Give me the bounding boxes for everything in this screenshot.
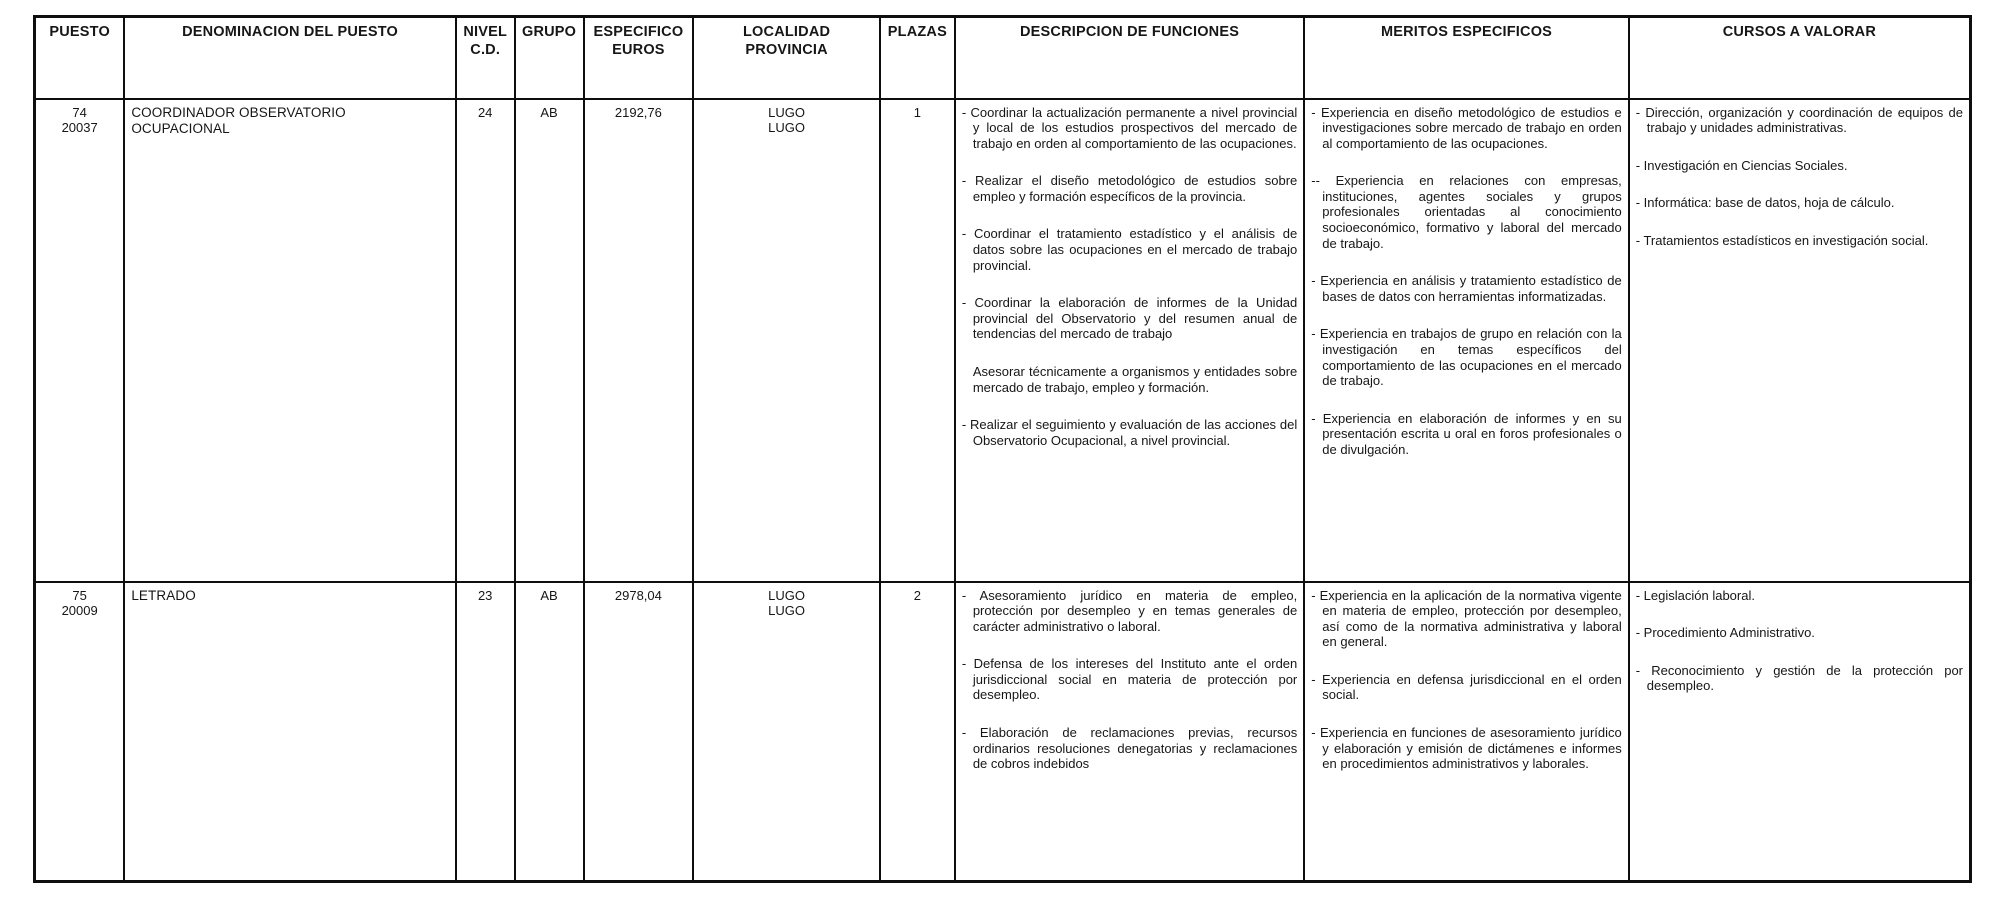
cell-especifico: 2978,04 — [584, 582, 694, 882]
col-header-nivel — [456, 17, 515, 99]
provincia-text: LUGO — [768, 603, 806, 619]
cell-puesto — [35, 582, 125, 882]
cursos-list — [1636, 105, 1963, 249]
puesto-code: 20037 — [61, 120, 98, 136]
col-header-puesto: PUESTO — [35, 17, 125, 99]
col-header-denominacion: DENOMINACION DEL PUESTO — [124, 17, 455, 99]
table-row-75 — [35, 582, 1971, 882]
bullet-item: - Experiencia en trabajos de grupo en relación con la investigación en temas específicos del comportamiento de las ocupaciones en el mercado de trabajo. — [1311, 326, 1622, 389]
col-header-nivel-line1: NIVEL — [463, 24, 508, 40]
localidad-text: LUGO — [768, 104, 806, 120]
cell-nivel: 23 — [456, 582, 515, 882]
bullet-item: - Realizar el diseño metodológico de estudios sobre empleo y formación específicos de la provincia. — [961, 173, 1298, 204]
bullet-item: - Informática: base de datos, hoja de cálculo. — [1635, 195, 1895, 211]
cell-cursos — [1629, 99, 1971, 582]
cell-especifico: 2192,76 — [584, 99, 694, 582]
bullet-item: - Investigación en Ciencias Sociales. — [1635, 157, 1848, 173]
bullet-item: - Coordinar la elaboración de informes de la Unidad provincial del Observatorio y del resumen anual de tendencias del mercado de trabajo — [961, 295, 1298, 342]
header-row — [35, 17, 1971, 99]
col-header-localidad-line1: LOCALIDAD — [743, 24, 831, 40]
col-header-nivel-line2: C.D. — [470, 42, 501, 59]
col-header-grupo: GRUPO — [515, 17, 584, 99]
meritos-list — [1311, 105, 1621, 458]
funciones-list — [962, 588, 1297, 772]
bullet-item: - Realizar el seguimiento y evaluación de las acciones del Observatorio Ocupacional, a nivel provincial. — [961, 417, 1298, 448]
bullet-item: - Dirección, organización y coordinación de equipos de trabajo y unidades administrativas. — [1635, 104, 1963, 136]
bullet-item: - Coordinar el tratamiento estadístico y el análisis de datos sobre las ocupaciones en el mercado de trabajo provincial. — [961, 226, 1298, 273]
cell-funciones — [955, 99, 1304, 582]
cell-meritos — [1304, 99, 1628, 582]
puesto-code: 20009 — [61, 603, 98, 619]
meritos-list — [1311, 588, 1621, 772]
cell-plazas: 1 — [880, 99, 955, 582]
bullet-item: - Asesoramiento jurídico en materia de empleo, protección por desempleo y en temas generales de carácter administrativo o laboral. — [961, 587, 1298, 634]
bullet-item: - Elaboración de reclamaciones previas, recursos ordinarios resoluciones denegatorias y reclamaciones de cobros indebidos — [961, 725, 1298, 772]
bullet-item: - Experiencia en análisis y tratamiento estadístico de bases de datos con herramientas informatizadas. — [1311, 273, 1622, 304]
cursos-list — [1636, 588, 1963, 694]
puesto-number: 74 — [72, 104, 87, 120]
bullet-item: - Reconocimiento y gestión de la protección por desempleo. — [1635, 662, 1963, 694]
cell-localidad — [693, 582, 880, 882]
denominacion-text: LETRADO — [131, 587, 196, 603]
col-header-localidad — [693, 17, 880, 99]
cell-meritos — [1304, 582, 1628, 882]
col-header-especifico-line2: EUROS — [612, 42, 665, 59]
bullet-item: Asesorar técnicamente a organismos y entidades sobre mercado de trabajo, empleo y formación. — [972, 364, 1298, 395]
col-header-plazas: PLAZAS — [880, 17, 955, 99]
bullet-item: - Legislación laboral. — [1635, 587, 1755, 603]
job-postings-table — [33, 15, 1972, 883]
cell-grupo: AB — [515, 582, 584, 882]
col-header-funciones: DESCRIPCION DE FUNCIONES — [955, 17, 1304, 99]
cell-puesto — [35, 99, 125, 582]
bullet-item: - Tratamientos estadísticos en investigación social. — [1635, 232, 1929, 248]
denominacion-text: COORDINADOR OBSERVATORIO OCUPACIONAL — [131, 104, 346, 136]
col-header-cursos: CURSOS A VALORAR — [1629, 17, 1971, 99]
col-header-meritos: MERITOS ESPECIFICOS — [1304, 17, 1628, 99]
table-row-74 — [35, 99, 1971, 582]
col-header-especifico-line1: ESPECIFICO — [593, 24, 684, 40]
bullet-item: - Experiencia en funciones de asesoramiento jurídico y elaboración y emisión de dictámenes e informes en procedimientos administrativos y laborales. — [1311, 725, 1622, 772]
funciones-list — [962, 105, 1297, 449]
cell-nivel: 24 — [456, 99, 515, 582]
provincia-text: LUGO — [768, 120, 806, 136]
bullet-item: - Experiencia en elaboración de informes y en su presentación escrita u oral en foros profesionales o de divulgación. — [1311, 410, 1622, 457]
cell-cursos — [1629, 582, 1971, 882]
bullet-item: -- Experiencia en relaciones con empresas, instituciones, agentes sociales y grupos profesionales orientadas al conocimiento socioeconómico, formativo y laboral del mercado de trabajo. — [1311, 173, 1622, 251]
localidad-text: LUGO — [768, 587, 806, 603]
bullet-item: - Coordinar la actualización permanente a nivel provincial y local de los estudios prospectivos del mercado de trabajo en orden al comportamiento de las ocupaciones. — [961, 104, 1298, 151]
bullet-item: - Procedimiento Administrativo. — [1635, 625, 1815, 641]
cell-localidad — [693, 99, 880, 582]
bullet-item: - Experiencia en diseño metodológico de estudios e investigaciones sobre mercado de trabajo en orden al comportamiento de las ocupaciones. — [1311, 104, 1622, 151]
bullet-item: - Experiencia en la aplicación de la normativa vigente en materia de empleo, protección por desempleo, así como de la normativa administrativa y laboral en general. — [1311, 587, 1622, 650]
bullet-item: - Defensa de los intereses del Instituto ante el orden jurisdiccional social en materia de protección por desempleo. — [961, 656, 1298, 703]
cell-denominacion — [124, 99, 455, 582]
col-header-localidad-line2: PROVINCIA — [745, 42, 828, 59]
cell-grupo: AB — [515, 99, 584, 582]
bullet-item: - Experiencia en defensa jurisdiccional en el orden social. — [1311, 671, 1622, 703]
col-header-especifico — [584, 17, 694, 99]
cell-denominacion — [124, 582, 455, 882]
puesto-number: 75 — [72, 587, 87, 603]
cell-plazas: 2 — [880, 582, 955, 882]
cell-funciones — [955, 582, 1304, 882]
